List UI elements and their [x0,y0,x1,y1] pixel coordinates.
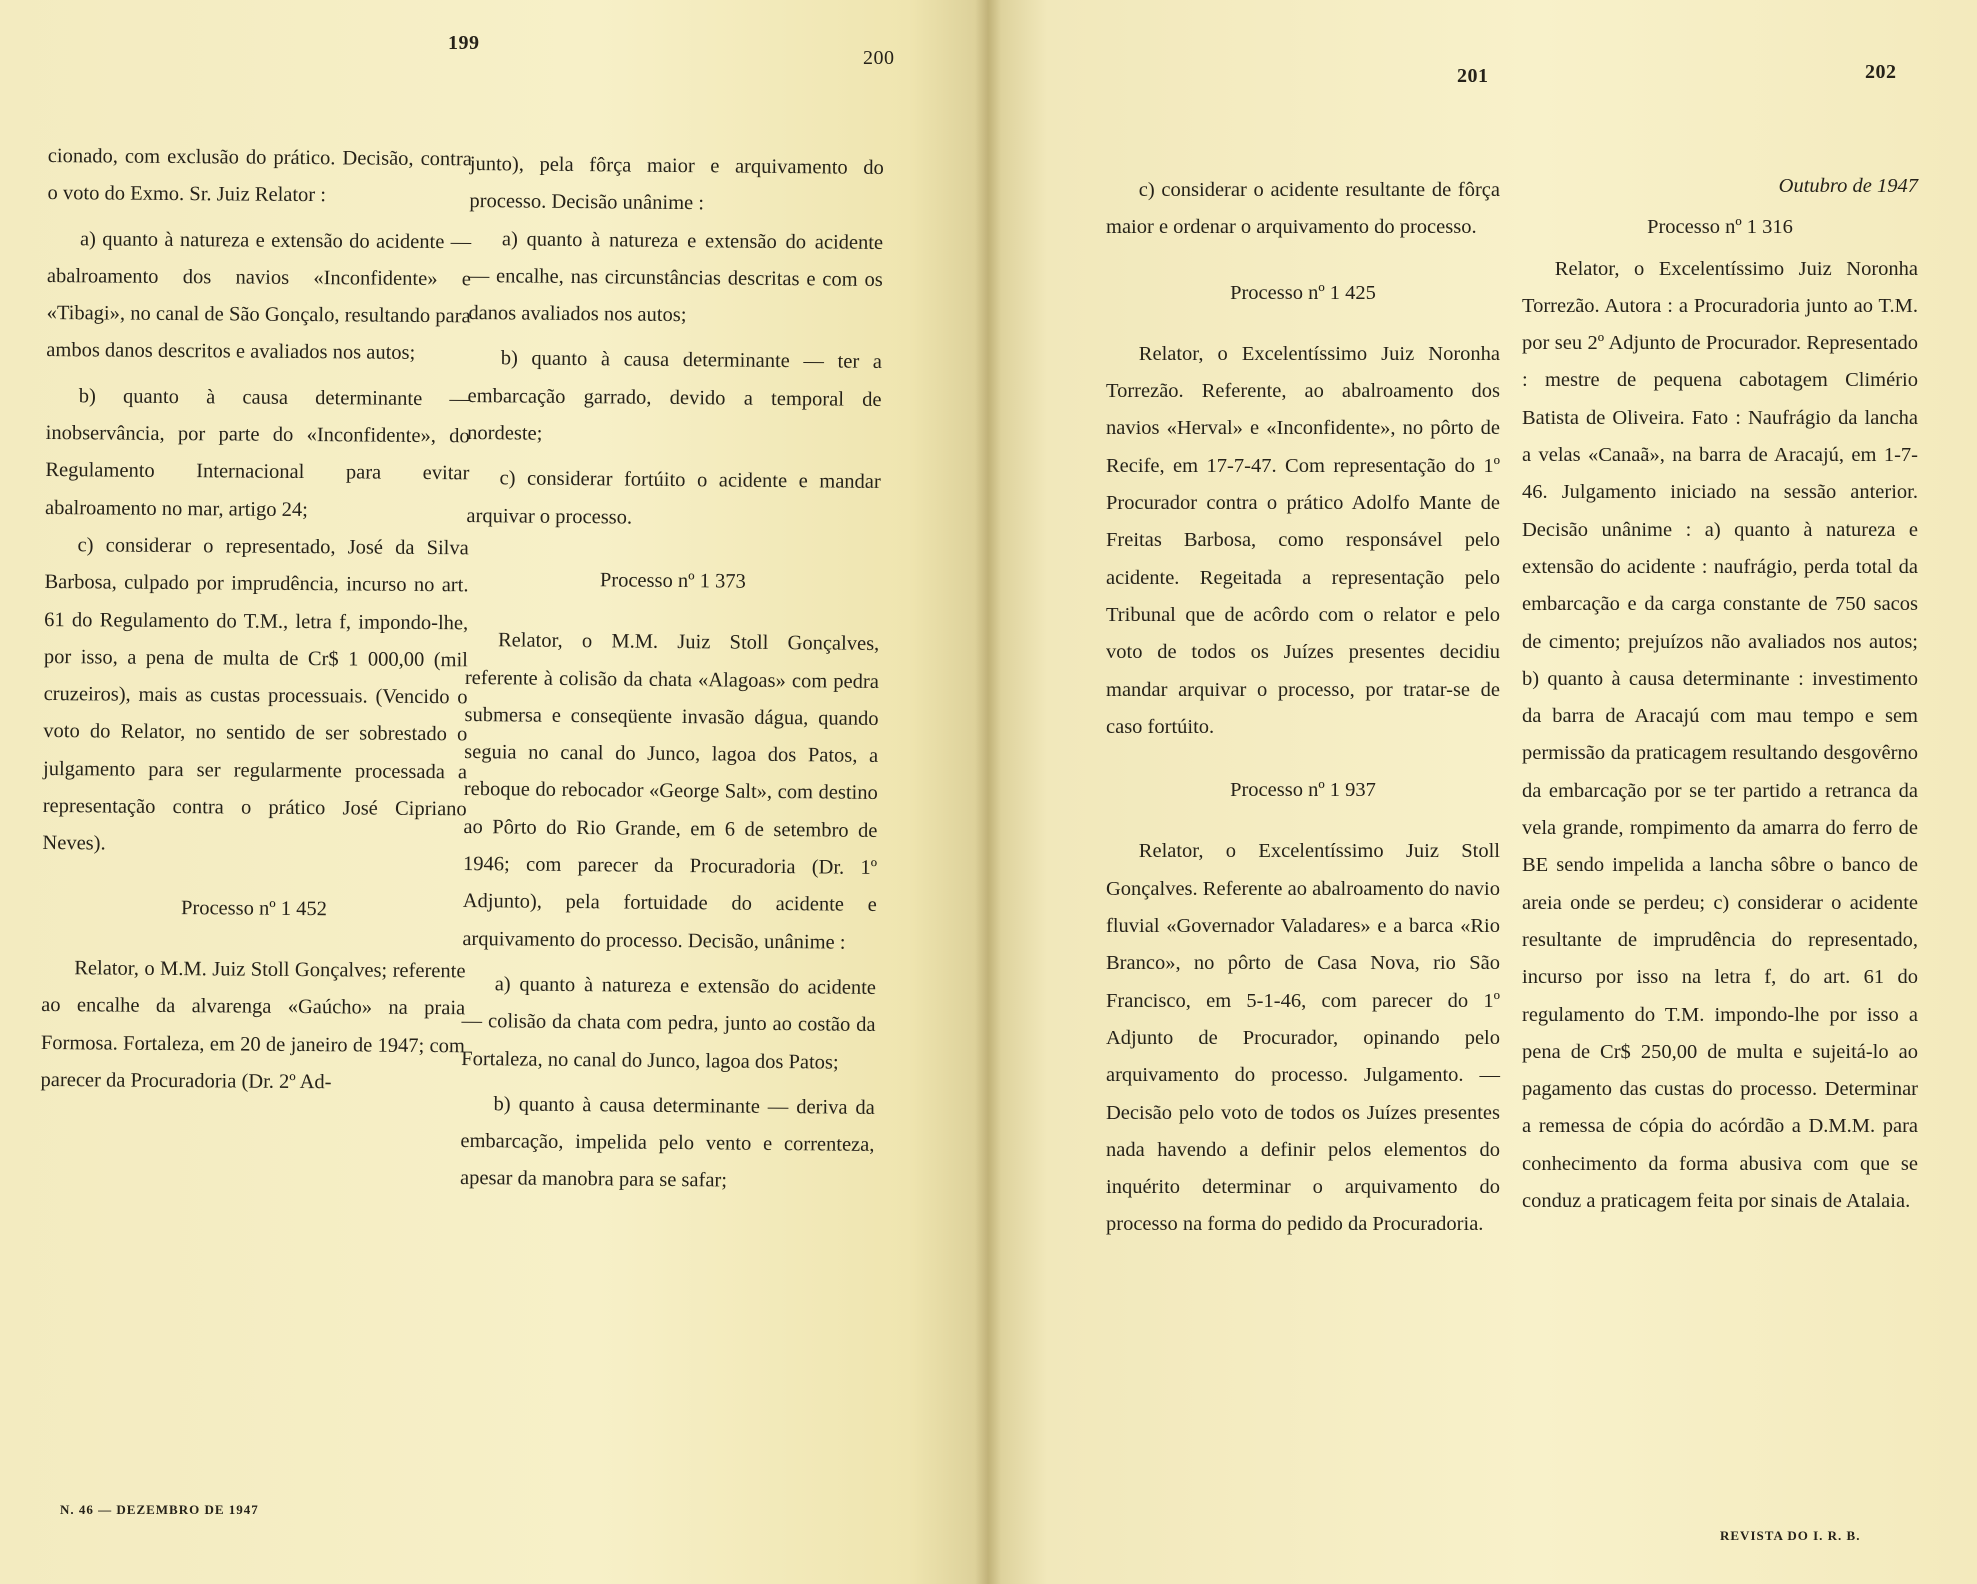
page-number-199: 199 [448,32,480,54]
column-page-201 [1106,172,1500,1244]
paragraph: Relator, o Excelentíssimo Juiz Noronha Torrezão. Autora : a Procuradoria junto ao T.M. por seu 2º Adjunto de Procurador. Representado : mestre de pequena cabotagem Climério Batista de Oliveira. Fato : Naufrágio da lancha a velas «Canaã», na barra de Aracajú, em 1-7-46. Julgamento iniciado na sessão anterior. Decisão unânime : a) quanto à natureza e extensão do acidente : naufrágio, perda total da embarcação e da carga constante de 750 sacos de cimento; prejuízos não avaliados nos autos; b) quanto à causa determinante : investimento da barra de Aracajú com mau tempo e sem permissão da praticagem resultando desgovêrno da embarcação por se ter partido a retranca da vela grande, rompimento da amarra do ferro de BE sendo impelida a lancha sôbre o banco de areia onde se perdeu; c) considerar o acidente resultante de imprudência do representado, incurso por isso na letra f, do art. 61 do regulamento do T.M. impondo-lhe por isso a pena de Cr$ 250,00 de multa e sujeitá-lo ao pagamento das custas do processo. Determinar a remessa de cópia do acórdão a D.M.M. para conhecimento da forma abusiva com que se conduz a praticagem feita por sinais de Atalaia. [1522,257,1918,1213]
column-page-200 [460,146,884,1202]
paragraph-item-c: c) considerar o representado, José da Silva Barbosa, culpado por imprudência, incurso no art. 61 do Regulamento do T.M., letra f, impondo-lhe, por isso, a pena de multa de Cr$ 1 000,00 (mil cruzeiros), mais as custas processuais. (Vencido o voto do Relator, no sentido de ser sobrestado o julgamento para ser regularmente processada a representação contra o prático José Cipriano Neves). [42,534,469,855]
paragraph: Relator, o M.M. Juiz Stoll Gonçalves; referente ao encalhe da alvarenga «Gaúcho» na praia Formosa. Fortaleza, em 20 de janeiro de 1947; com parecer da Procuradoria (Dr. 2º Ad- [40,957,466,1094]
paragraph: Relator, o Excelentíssimo Juiz Noronha Torrezão. Referente, ao abalroamento dos navios «Herval» e «Inconfidente», no pôrto de Recife, em 17-7-47. Com representação do 1º Procurador contra o prático Adolfo Mante de Freitas Barbosa, como responsável pelo acidente. Regeitada a representação pelo Tribunal que de acôrdo com o relator e pelo voto de todos os Juízes presentes decidiu mandar arquivar o processo, por tratar-se de caso fortúito. [1106,342,1500,738]
process-heading: Processo nº 1 452 [180,896,327,920]
page-number-200: 200 [863,47,895,69]
paragraph: cionado, com exclusão do prático. Decisão, contra o voto do Exmo. Sr. Juiz Relator : [47,144,472,207]
process-heading: Processo nº 1 316 [1647,216,1793,239]
footer-issue: N. 46 — DEZEMBRO DE 1947 [60,1502,259,1517]
paragraph: Relator, o Excelentíssimo Juiz Stoll Gonçalves. Referente ao abalroamento do navio fluvial «Governador Valadares» e a barca «Rio Branco», no pôrto de Casa Nova, rio São Francisco, em 5-1-46, com parecer do 1º Adjunto de Procurador, opinando pelo arquivamento do processo. Julgamento. — Decisão pelo voto de todos os Juízes presentes nada havendo a definir pelos elementos do inquérito determinar o arquivamento do processo na forma do pedido da Procuradoria. [1106,840,1500,1236]
process-heading: Processo nº 1 425 [1230,281,1376,304]
paragraph-item-c: c) considerar o acidente resultante de fôrça maior e ordenar o arquivamento do processo. [1106,179,1500,239]
page-number-201: 201 [1457,65,1489,87]
process-heading: Processo nº 1 937 [1230,779,1376,802]
column-page-199 [40,138,472,1102]
paragraph-item-c: c) considerar fortúito o acidente e mandar arquivar o processo. [466,467,881,529]
page-number-202: 202 [1865,61,1897,83]
paragraph-item-b: b) quanto à causa determinante — deriva da embarcação, impelida pelo vento e correnteza, apesar da manobra para se safar; [459,1093,875,1192]
issue-date-heading: Outubro de 1947 [1778,175,1918,197]
paragraph-item-a: a) quanto à natureza e extensão do acidente — colisão da chata com pedra, junto ao costão da Fortaleza, no canal do Junco, lagoa dos Patos; [461,973,877,1074]
paragraph-item-b: b) quanto à causa determinante — ter a embarcação garrado, devido a temporal de nordeste; [467,347,883,445]
column-page-202 [1522,168,1918,1220]
paragraph: junto), pela fôrça maior e arquivamento do processo. Decisão unânime : [469,152,884,215]
book-gutter [975,0,1001,1584]
paragraph-item-a: a) quanto à natureza e extensão do acidente — abalroamento dos navios «Inconfidente» e «Tibagi», no canal de São Gonçalo, resultando para ambos danos descritos e avaliados nos autos; [46,227,472,365]
footer-journal: REVISTA DO I. R. B. [1720,1528,1861,1543]
paragraph-item-b: b) quanto à causa determinante — inobservância, por parte do «Inconfidente», do Regulamento Internacional para evitar abalroamento no mar, artigo 24; [45,385,471,521]
paragraph: Relator, o M.M. Juiz Stoll Gonçalves, referente à colisão da chata «Alagoas» com pedra submersa e conseqüente invasão dágua, quando seguia no canal do Junco, lagoa dos Patos, a reboque do rebocador «George Salt», com destino ao Pôrto do Rio Grande, em 6 de setembro de 1946; com parecer da Procuradoria (Dr. 1º Adjunto), pela fortuidade do acidente e arquivamento do processo. Decisão, unânime : [462,629,880,954]
paragraph-item-a: a) quanto à natureza e extensão do acidente — encalhe, nas circunstâncias descritas e com os danos avaliados nos autos; [468,227,884,327]
process-heading: Processo nº 1 373 [599,569,746,593]
